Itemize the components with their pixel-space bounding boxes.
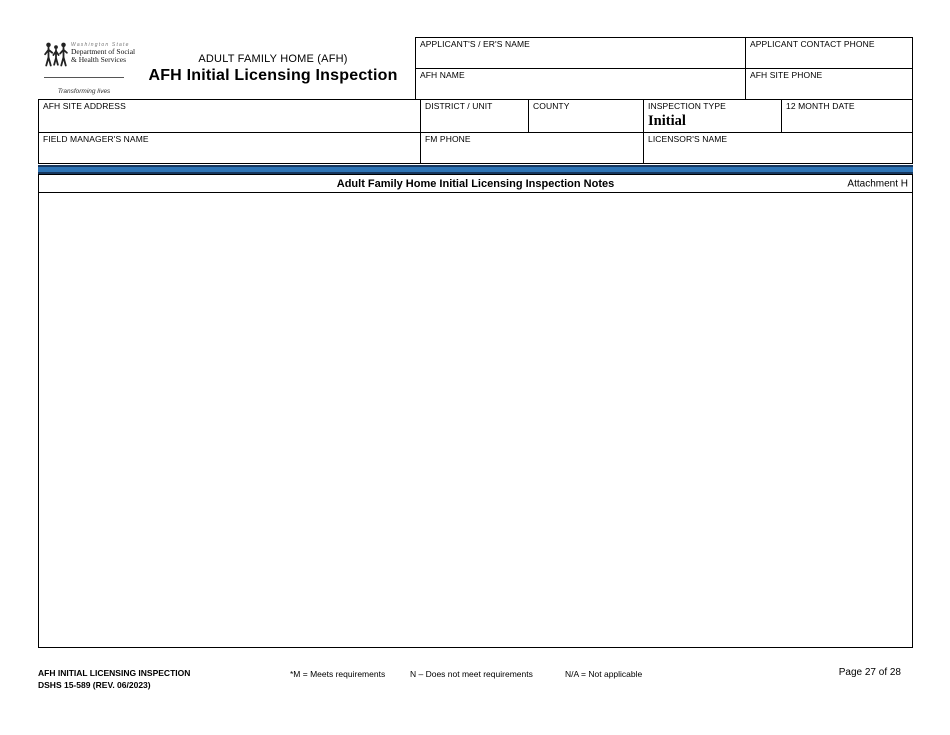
footer-legend-meets: *M = Meets requirements	[290, 669, 386, 679]
licensor-name-field[interactable]	[643, 132, 913, 164]
county-label: COUNTY	[533, 101, 570, 111]
fm-phone-field[interactable]	[420, 132, 644, 164]
logo-dept-line2: & Health Services	[71, 55, 126, 65]
title-block	[130, 53, 416, 85]
district-unit-value[interactable]	[425, 112, 524, 122]
afh-site-phone-label: AFH SITE PHONE	[750, 70, 823, 80]
page-number: Page 27 of 28	[838, 667, 901, 678]
fm-phone-label: FM PHONE	[425, 134, 471, 144]
field-manager-name-field[interactable]	[38, 132, 421, 164]
page-title: AFH Initial Licensing Inspection	[148, 67, 398, 84]
licensor-name-label: LICENSOR'S NAME	[648, 134, 728, 144]
applicant-contact-phone-value[interactable]	[750, 50, 908, 60]
logo-tagline: Transforming lives	[57, 88, 111, 95]
inspection-type-value[interactable]: Initial	[648, 112, 686, 129]
applicant-name-label: APPLICANT'S / ER'S NAME	[420, 39, 530, 49]
page-footer	[38, 667, 913, 697]
district-unit-label: DISTRICT / UNIT	[425, 101, 493, 111]
applicant-name-field[interactable]	[415, 37, 746, 69]
twelve-month-date-field[interactable]	[781, 99, 913, 133]
licensor-name-value[interactable]	[648, 145, 908, 155]
fm-phone-value[interactable]	[425, 145, 639, 155]
afh-site-phone-field[interactable]	[745, 68, 913, 100]
applicant-contact-phone-field[interactable]	[745, 37, 913, 69]
attachment-label: Attachment H	[847, 178, 908, 189]
footer-legend-na: N/A = Not applicable	[565, 669, 643, 679]
footer-legend-not-meet: N – Does not meet requirements	[410, 669, 533, 679]
logo-divider	[44, 77, 124, 98]
footer-form-number: DSHS 15-589 (REV. 06/2023)	[38, 680, 151, 691]
dshs-logo	[44, 39, 136, 98]
section-divider-bar	[38, 165, 913, 174]
twelve-month-date-label: 12 MONTH DATE	[786, 101, 855, 111]
form-family-title: ADULT FAMILY HOME (AFH)	[198, 53, 348, 65]
county-value[interactable]	[533, 112, 639, 122]
notes-section-title: Adult Family Home Initial Licensing Inspection Notes	[336, 177, 615, 190]
afh-name-value[interactable]	[420, 81, 741, 91]
afh-site-address-field[interactable]	[38, 99, 421, 133]
afh-site-address-value[interactable]	[43, 112, 416, 122]
logo-state-text: Washington State	[71, 42, 130, 48]
afh-name-label: AFH NAME	[420, 70, 465, 80]
applicant-name-value[interactable]	[420, 50, 741, 60]
footer-form-name: AFH INITIAL LICENSING INSPECTION	[38, 668, 191, 678]
inspection-type-label: INSPECTION TYPE	[648, 101, 726, 111]
field-manager-name-label: FIELD MANAGER'S NAME	[43, 134, 149, 144]
logo-dept-line1: Department of Social	[71, 47, 136, 56]
notes-body-area[interactable]	[38, 192, 913, 648]
field-manager-name-value[interactable]	[43, 145, 416, 155]
footer-form-identity	[38, 667, 190, 692]
afh-site-address-label: AFH SITE ADDRESS	[43, 101, 126, 111]
afh-name-field[interactable]	[415, 68, 746, 100]
district-unit-field[interactable]	[420, 99, 529, 133]
applicant-contact-phone-label: APPLICANT CONTACT PHONE	[750, 39, 875, 49]
notes-section-header	[38, 174, 913, 193]
county-field[interactable]	[528, 99, 644, 133]
people-figures-icon	[44, 40, 68, 75]
inspection-type-field[interactable]	[643, 99, 782, 133]
afh-site-phone-value[interactable]	[750, 81, 908, 91]
twelve-month-date-value[interactable]	[786, 112, 908, 122]
